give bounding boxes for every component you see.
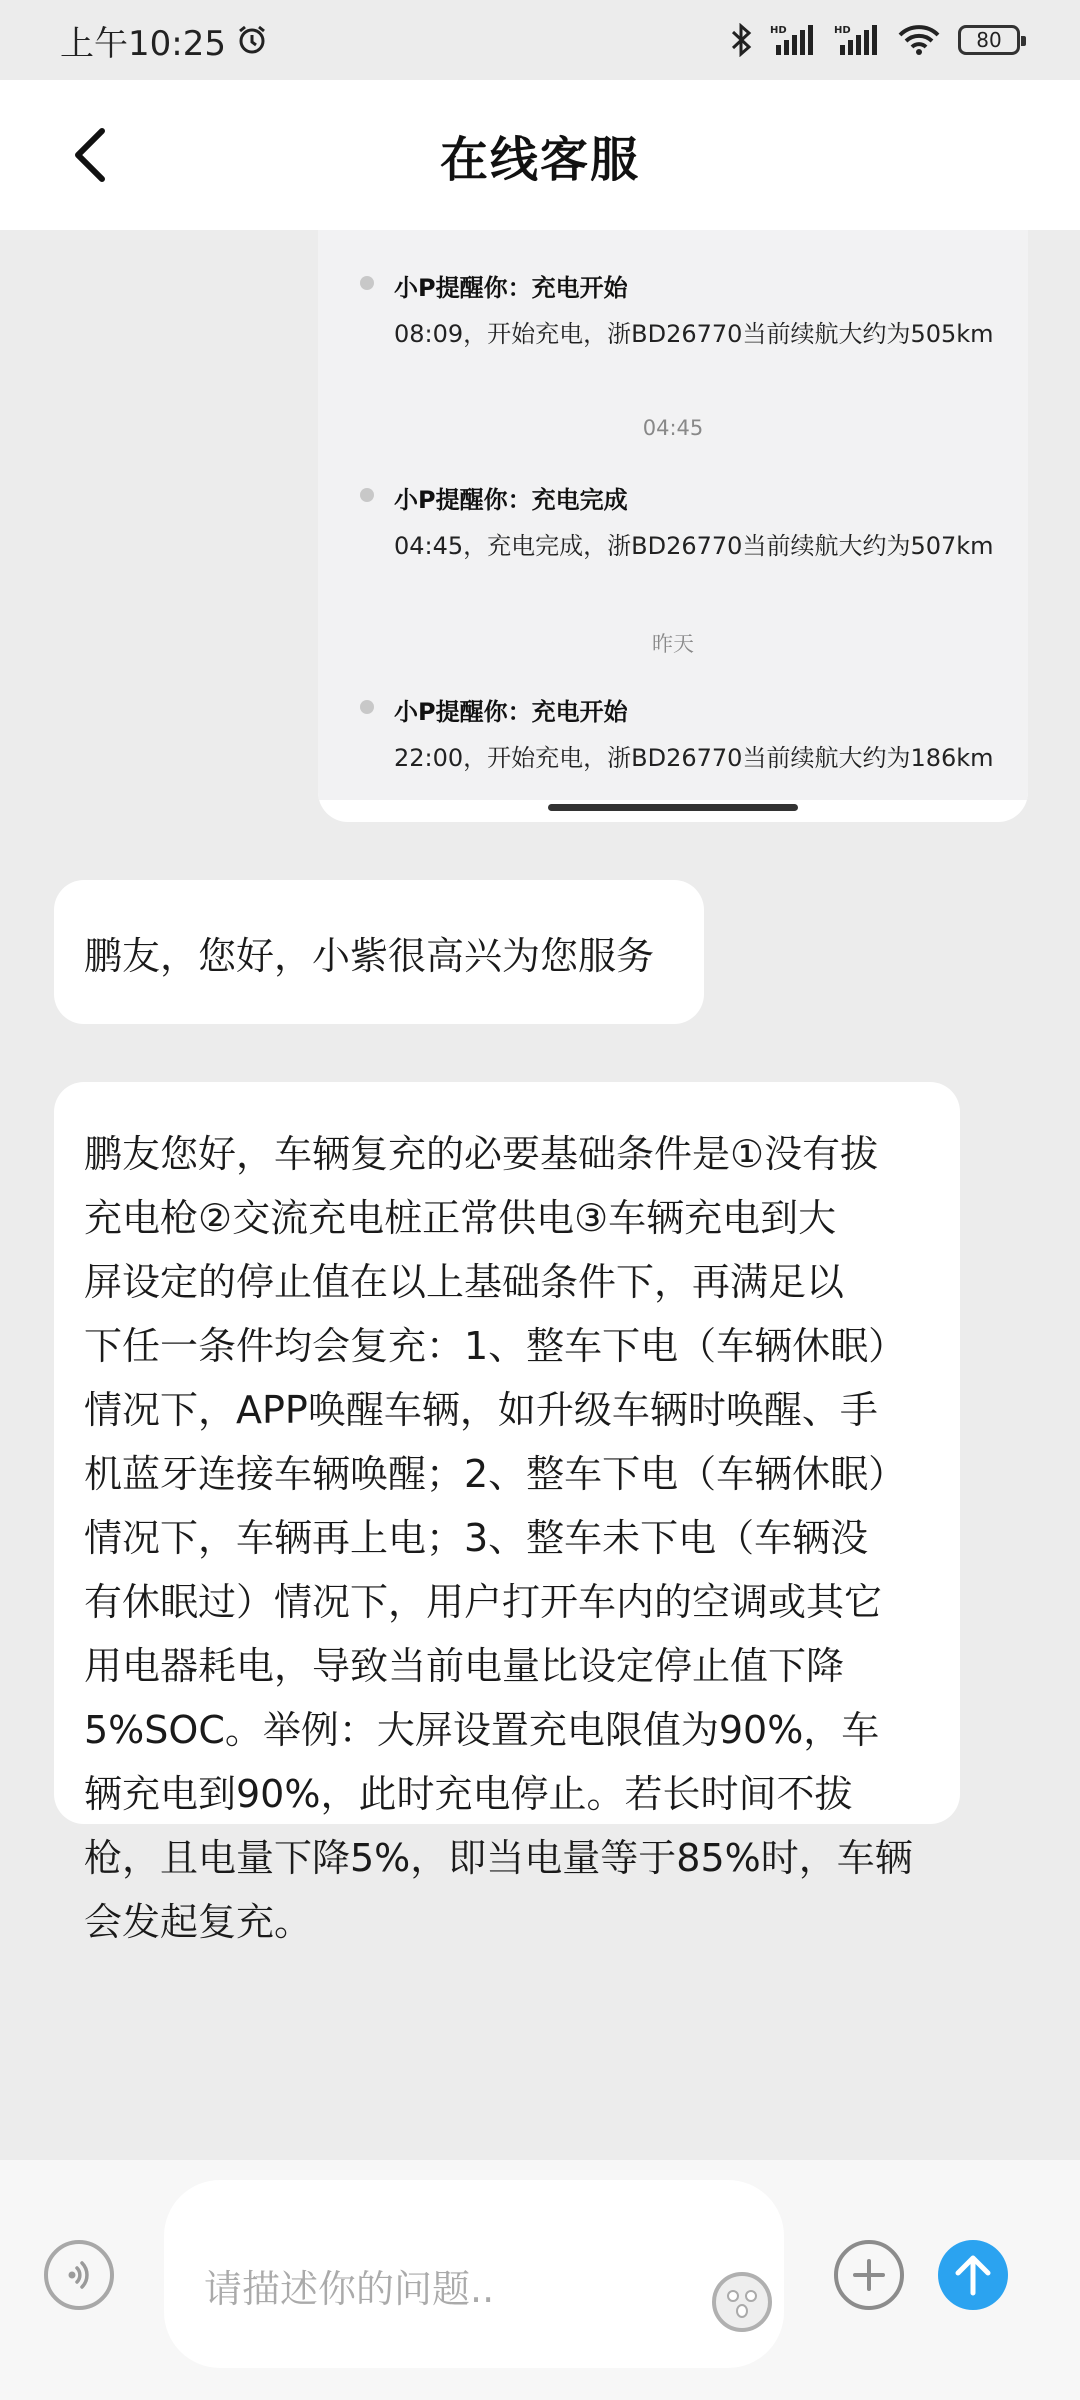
emoji-icon	[716, 2276, 768, 2328]
status-time: 上午10:25	[60, 23, 226, 64]
back-button[interactable]	[60, 120, 120, 190]
message-bubble-greeting[interactable]: 鹏友，您好，小紫很高兴为您服务	[54, 880, 704, 1024]
chat-area[interactable]	[0, 230, 1080, 2160]
scroll-indicator[interactable]	[548, 804, 798, 811]
input-bar	[0, 2160, 1080, 2400]
status-icons	[730, 23, 1020, 57]
message-bubble-answer[interactable]: 鹏友您好，车辆复充的必要基础条件是①没有拔 充电枪②交流充电桩正常供电③车辆充电到大 屏设定的停止值在以上基础条件下，再满足以 下任一条件均会复充：1、整车下电（车辆休眠） 情况下，APP唤醒车辆，如升级车辆时唤醒、手 机蓝牙连接车辆唤醒；2、整车下电（车辆休眠） 情况下，车辆再上电；3、整车未下电（车辆没 有休眠过）情况下，用户打开车内的空调或其它 用电器耗电，导致当前电量比设定停止值下降 5%SOC。举例：大屏设置充电限值为90%，车 辆充电到90%，此时充电停止。若长时间不拔 枪，且电量下降5%，即当电量等于85%时，车辆 会发起复充。	[54, 1082, 960, 1824]
time-separator: 04:45	[642, 416, 704, 440]
voice-icon	[58, 2254, 100, 2296]
reminder-list[interactable]	[318, 230, 1028, 800]
send-icon	[953, 2253, 993, 2297]
chevron-left-icon	[72, 127, 108, 183]
alarm-icon	[236, 24, 268, 56]
emoji-button[interactable]	[712, 2272, 772, 2332]
message-input[interactable]	[164, 2180, 784, 2368]
time-separator: 昨天	[652, 632, 694, 656]
bullet-dot-icon	[360, 276, 374, 290]
reminder-body: 08:09，开始充电，浙BD26770当前续航大约为505km	[394, 320, 994, 348]
reminder-body: 22:00，开始充电，浙BD26770当前续航大约为186km	[394, 744, 994, 772]
status-bar	[0, 0, 1080, 80]
send-button[interactable]	[938, 2240, 1008, 2310]
svg-text:HD: HD	[770, 25, 787, 36]
status-time-group	[60, 16, 268, 65]
plus-icon	[851, 2257, 887, 2293]
svg-text:HD: HD	[834, 25, 851, 36]
add-button[interactable]	[834, 2240, 904, 2310]
bullet-dot-icon	[360, 700, 374, 714]
reminder-title: 小P提醒你：充电开始	[394, 698, 628, 726]
hd-signal-icon	[770, 23, 816, 57]
wifi-icon	[898, 24, 940, 56]
hd-signal-icon	[834, 23, 880, 57]
reminder-card[interactable]	[318, 230, 1028, 822]
bluetooth-icon	[730, 23, 752, 57]
bullet-dot-icon	[360, 488, 374, 502]
page-title: 在线客服	[439, 131, 640, 188]
reminder-body: 04:45，充电完成，浙BD26770当前续航大约为507km	[394, 532, 994, 560]
battery-level: 80	[976, 28, 1002, 52]
input-placeholder: 请描述你的问题..	[204, 2267, 495, 2311]
reminder-title: 小P提醒你：充电完成	[394, 486, 628, 514]
voice-button[interactable]	[44, 2240, 114, 2310]
reminder-title: 小P提醒你：充电开始	[394, 274, 628, 302]
header	[0, 80, 1080, 230]
battery-icon	[958, 25, 1020, 55]
